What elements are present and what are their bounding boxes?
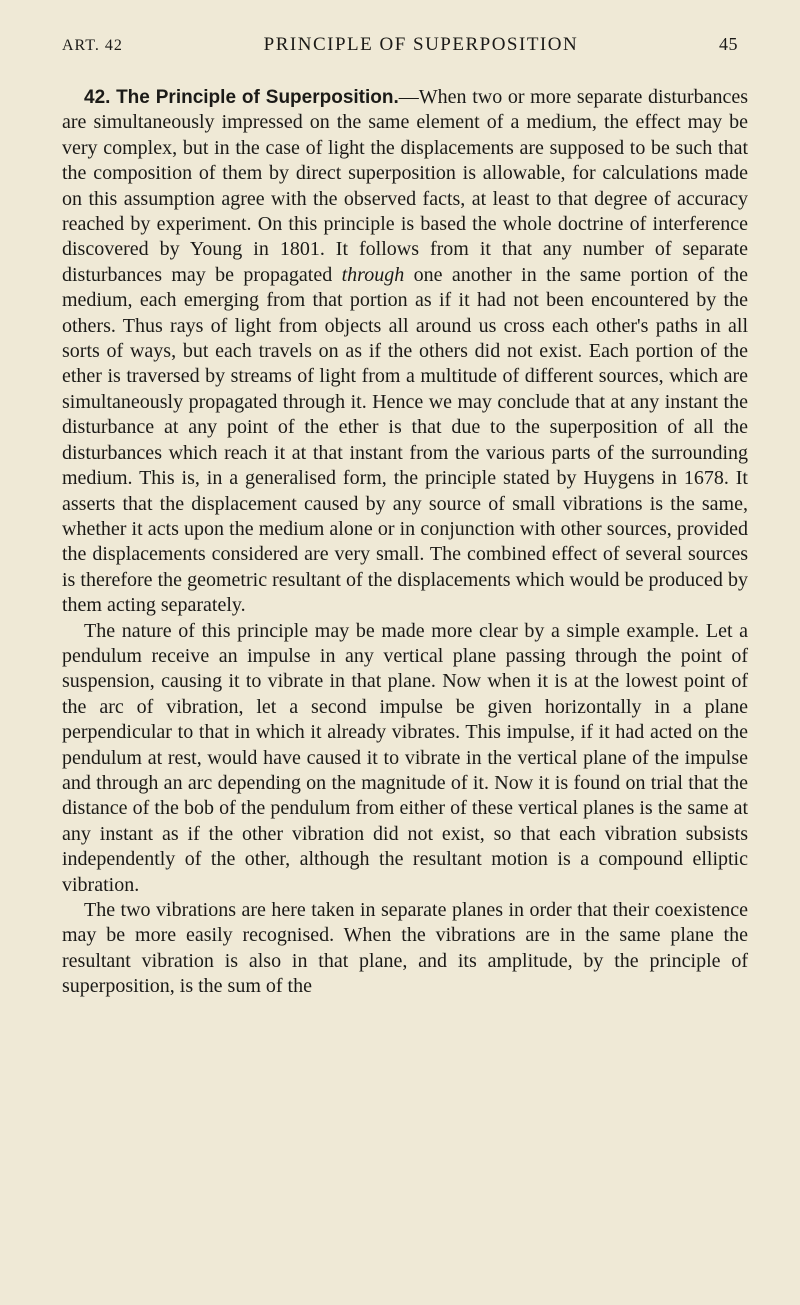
paragraph-3: The two vibrations are here taken in separate planes in order that their coexistence may be more easily recognised. When the vibrations are in the same plane the resultant vibration is also in that plane, and its amplitude, by the principle of superposition, is the sum of the [62, 899, 748, 998]
article-body [62, 85, 748, 1000]
paragraph-1-text-a: —When two or more separate disturbances are simultaneously impressed on the same element of a medium, the effect may be very complex, but in the case of light the displacements are supposed to be such that the composition of them by direct superposition is allowable, for calculations made on this assumption agree with the observed facts, at least to that degree of accuracy reached by experiment. On this principle is based the whole doctrine of interference discovered by Young in 1801. It follows from it that any number of separate disturbances may be propagated [62, 86, 748, 286]
article-label: ART. 42 [62, 37, 123, 54]
page-number: 45 [719, 34, 738, 54]
running-title: PRINCIPLE OF SUPERPOSITION [263, 34, 579, 55]
paragraph-1-text-b: one another in the same portion of the medium, each emerging from that portion as if it had not been encountered by the others. Thus rays of light from objects all around us cross each other's paths in all sorts of ways, but each travels on as if the others did not exist. Each portion of the ether is traversed by streams of light from a multitude of different sources, which are simultaneously propagated through it. Hence we may conclude that at any instant the disturbance at any point of the ether is that due to the superposition of all the disturbances which reach it at that instant from the various parts of the surrounding medium. This is, in a generalised form, the principle stated by Huygens in 1678. It asserts that the displacement caused by any source of small vibrations is the same, whether it acts upon the medium alone or in conjunction with other sources, provided the displacements considered are very small. The combined effect of several sources is therefore the geometric resultant of the displacements which would be produced by them acting separately. [62, 263, 748, 617]
emphasis-through: through [341, 263, 405, 286]
paragraph-2: The nature of this principle may be made more clear by a simple example. Let a pendulum receive an impulse in any vertical plane passing through the point of suspension, causing it to vibrate in that plane. Now when it is at the lowest point of the arc of vibration, let a second impulse be given horizontally in a plane perpendicular to that in which it already vibrates. This impulse, if it had acted on the pendulum at rest, would have caused it to vibrate in the vertical plane of the impulse and through an arc depending on the magnitude of it. Now it is found on trial that the distance of the bob of the pendulum from either of these vertical planes is the same at any instant as if the other vibration did not exist, so that each vibration subsists independently of the other, although the resultant motion is a compound elliptic vibration. [62, 619, 748, 896]
paragraph-1 [62, 85, 748, 619]
article-number: 42. [84, 87, 111, 108]
article-heading: The Principle of Superposition. [116, 87, 399, 108]
running-head [62, 34, 738, 56]
